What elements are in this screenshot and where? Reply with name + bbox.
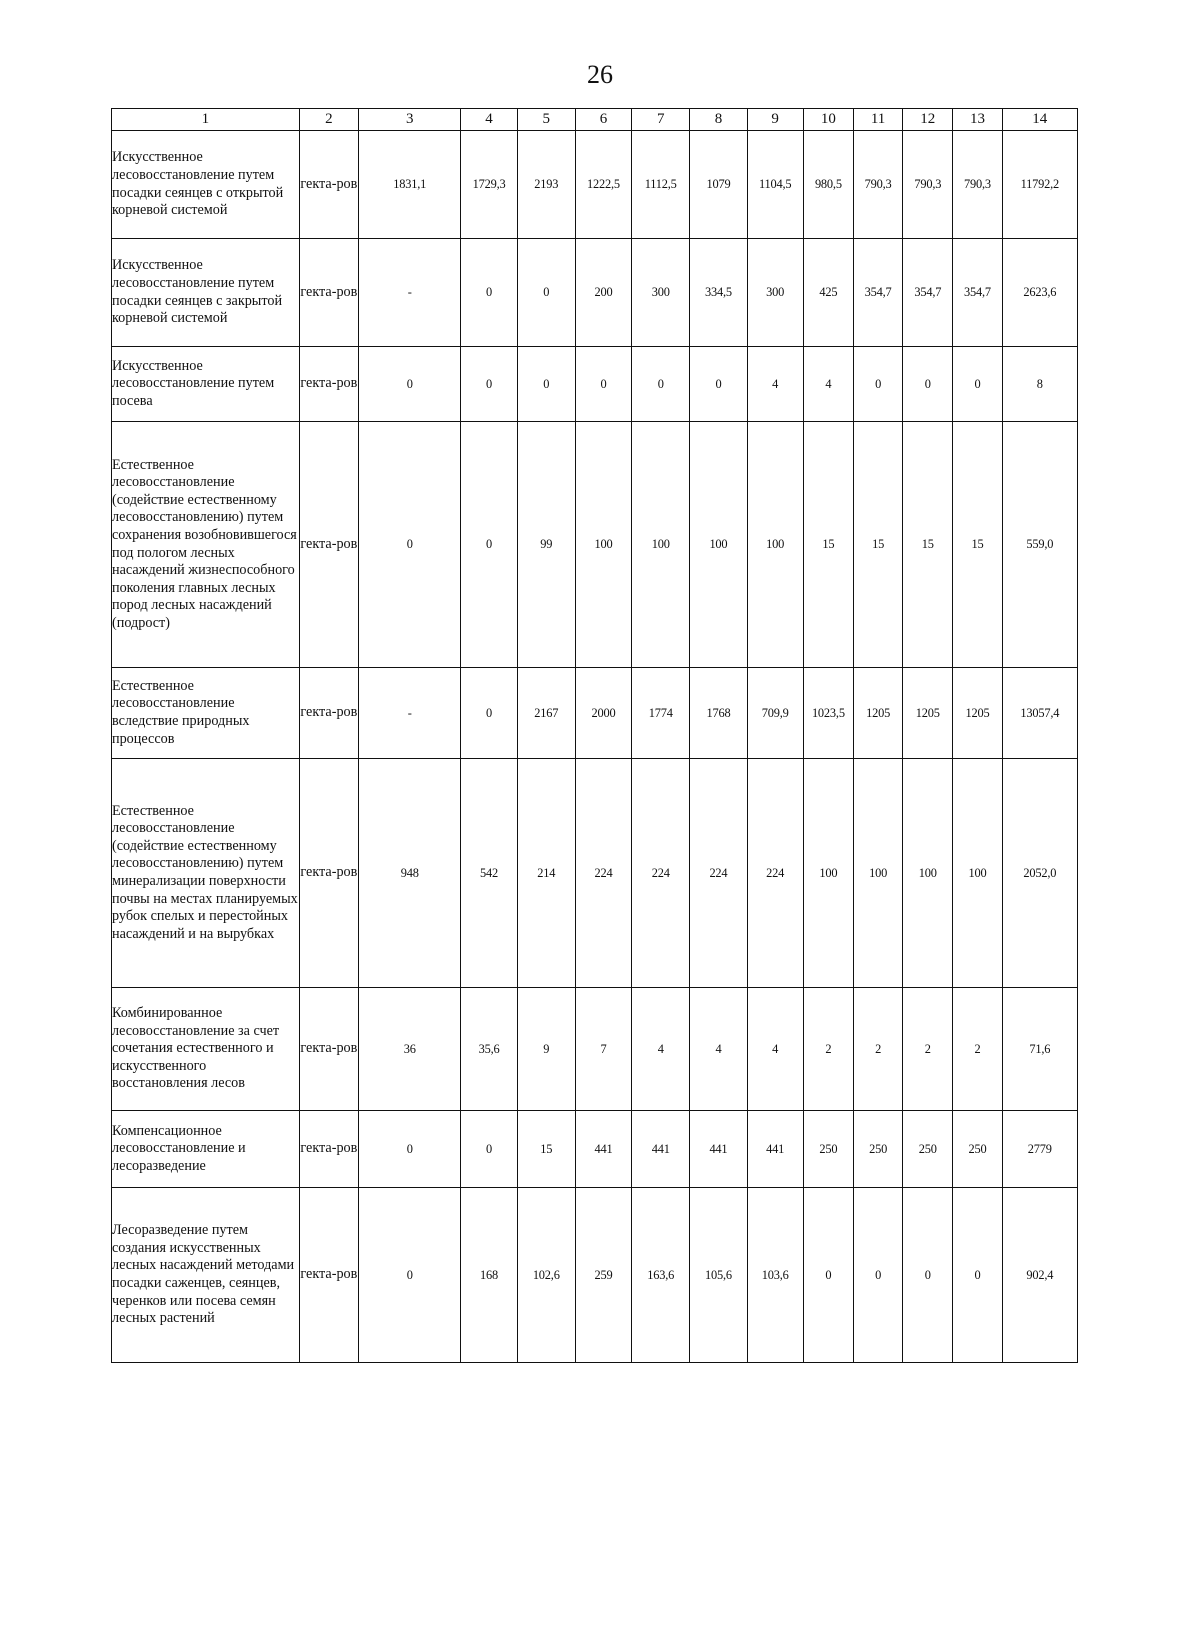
table-row: [112, 988, 1078, 1111]
value-cell: 1112,5: [632, 131, 690, 239]
value-cell: 2167: [517, 668, 575, 759]
table-row: [112, 239, 1078, 347]
value-cell: 425: [803, 239, 853, 347]
column-header: 2: [299, 109, 358, 131]
value-cell: 250: [853, 1111, 902, 1188]
value-cell: 354,7: [953, 239, 1002, 347]
value-cell: 0: [461, 1111, 517, 1188]
value-cell: 790,3: [903, 131, 953, 239]
value-cell: 15: [853, 422, 902, 668]
column-header: 12: [903, 109, 953, 131]
value-cell: 1774: [632, 668, 690, 759]
value-cell: 100: [853, 759, 902, 988]
value-cell: 2: [953, 988, 1002, 1111]
value-cell: 0: [517, 347, 575, 422]
value-cell: 100: [903, 759, 953, 988]
column-header: 11: [853, 109, 902, 131]
row-label: Лесоразведение путем создания искусственных лесных насаждений методами посадки саженцев, сеянцев, черенков или посева семян лесных растений: [112, 1188, 300, 1363]
value-cell: 441: [747, 1111, 803, 1188]
value-cell: 790,3: [853, 131, 902, 239]
value-cell: 709,9: [747, 668, 803, 759]
value-cell: 948: [359, 759, 461, 988]
value-cell: 0: [517, 239, 575, 347]
value-cell: 2623,6: [1002, 239, 1077, 347]
value-cell: 100: [747, 422, 803, 668]
value-cell: 1831,1: [359, 131, 461, 239]
value-cell: 1205: [903, 668, 953, 759]
value-cell: 0: [359, 1111, 461, 1188]
value-cell: 0: [461, 347, 517, 422]
value-cell: 4: [632, 988, 690, 1111]
value-cell: 7: [575, 988, 631, 1111]
header-row: [112, 109, 1078, 131]
value-cell: 2052,0: [1002, 759, 1077, 988]
value-cell: 1222,5: [575, 131, 631, 239]
table-row: [112, 759, 1078, 988]
value-cell: 0: [575, 347, 631, 422]
value-cell: 99: [517, 422, 575, 668]
value-cell: 2000: [575, 668, 631, 759]
value-cell: 15: [803, 422, 853, 668]
value-cell: 1729,3: [461, 131, 517, 239]
value-cell: 4: [747, 988, 803, 1111]
value-cell: 100: [575, 422, 631, 668]
value-cell: 0: [953, 347, 1002, 422]
value-cell: 4: [803, 347, 853, 422]
value-cell: 1205: [853, 668, 902, 759]
value-cell: 0: [461, 668, 517, 759]
row-label: Естественное лесовосстановление вследствие природных процессов: [112, 668, 300, 759]
unit-cell: гекта-ров: [299, 131, 358, 239]
row-label: Искусственное лесовосстановление путем посева: [112, 347, 300, 422]
value-cell: 250: [953, 1111, 1002, 1188]
table-row: [112, 347, 1078, 422]
value-cell: 441: [575, 1111, 631, 1188]
value-cell: 790,3: [953, 131, 1002, 239]
value-cell: 100: [632, 422, 690, 668]
value-cell: 300: [632, 239, 690, 347]
value-cell: 250: [903, 1111, 953, 1188]
value-cell: 0: [461, 239, 517, 347]
column-header: 4: [461, 109, 517, 131]
value-cell: 0: [632, 347, 690, 422]
value-cell: 4: [690, 988, 747, 1111]
value-cell: 250: [803, 1111, 853, 1188]
unit-cell: гекта-ров: [299, 239, 358, 347]
value-cell: 105,6: [690, 1188, 747, 1363]
value-cell: 259: [575, 1188, 631, 1363]
value-cell: 163,6: [632, 1188, 690, 1363]
data-table: [111, 108, 1078, 1363]
column-header: 7: [632, 109, 690, 131]
column-header: 10: [803, 109, 853, 131]
value-cell: 224: [575, 759, 631, 988]
value-cell: 0: [953, 1188, 1002, 1363]
value-cell: 0: [903, 347, 953, 422]
value-cell: 902,4: [1002, 1188, 1077, 1363]
value-cell: 11792,2: [1002, 131, 1077, 239]
value-cell: 0: [359, 1188, 461, 1363]
value-cell: 13057,4: [1002, 668, 1077, 759]
value-cell: 103,6: [747, 1188, 803, 1363]
unit-cell: гекта-ров: [299, 759, 358, 988]
unit-cell: гекта-ров: [299, 1188, 358, 1363]
value-cell: 214: [517, 759, 575, 988]
row-label: Комбинированное лесовосстановление за счет сочетания естественного и искусственного восстановления лесов: [112, 988, 300, 1111]
column-header: 13: [953, 109, 1002, 131]
value-cell: -: [359, 239, 461, 347]
value-cell: 542: [461, 759, 517, 988]
value-cell: 300: [747, 239, 803, 347]
value-cell: 980,5: [803, 131, 853, 239]
value-cell: 1768: [690, 668, 747, 759]
value-cell: 15: [903, 422, 953, 668]
value-cell: 200: [575, 239, 631, 347]
column-header: 3: [359, 109, 461, 131]
value-cell: 2193: [517, 131, 575, 239]
table-row: [112, 668, 1078, 759]
value-cell: 441: [690, 1111, 747, 1188]
value-cell: 35,6: [461, 988, 517, 1111]
table-row: [112, 1188, 1078, 1363]
value-cell: 102,6: [517, 1188, 575, 1363]
unit-cell: гекта-ров: [299, 347, 358, 422]
unit-cell: гекта-ров: [299, 422, 358, 668]
value-cell: 0: [853, 1188, 902, 1363]
row-label: Искусственное лесовосстановление путем посадки сеянцев с закрытой корневой системой: [112, 239, 300, 347]
row-label: Искусственное лесовосстановление путем посадки сеянцев с открытой корневой системой: [112, 131, 300, 239]
column-header: 14: [1002, 109, 1077, 131]
value-cell: 2: [903, 988, 953, 1111]
value-cell: 224: [632, 759, 690, 988]
value-cell: 354,7: [853, 239, 902, 347]
value-cell: 168: [461, 1188, 517, 1363]
value-cell: 71,6: [1002, 988, 1077, 1111]
value-cell: 100: [690, 422, 747, 668]
column-header: 1: [112, 109, 300, 131]
value-cell: 9: [517, 988, 575, 1111]
value-cell: 1023,5: [803, 668, 853, 759]
value-cell: 224: [690, 759, 747, 988]
value-cell: 2779: [1002, 1111, 1077, 1188]
value-cell: 0: [690, 347, 747, 422]
value-cell: 4: [747, 347, 803, 422]
column-header: 9: [747, 109, 803, 131]
value-cell: 559,0: [1002, 422, 1077, 668]
row-label: Естественное лесовосстановление (содействие естественному лесовосстановлению) путем минерализации поверхности почвы на местах планируемых рубок спелых и перестойных насаждений и на вырубках: [112, 759, 300, 988]
table-row: [112, 422, 1078, 668]
value-cell: 1079: [690, 131, 747, 239]
value-cell: 441: [632, 1111, 690, 1188]
column-header: 8: [690, 109, 747, 131]
value-cell: 1205: [953, 668, 1002, 759]
table-row: [112, 1111, 1078, 1188]
row-label: Естественное лесовосстановление (содействие естественному лесовосстановлению) путем сохранения возобновившегося под пологом лесных насаждений жизнеспособного поколения главных лесных пород лесных насаждений (подрост): [112, 422, 300, 668]
value-cell: 0: [359, 422, 461, 668]
value-cell: 2: [853, 988, 902, 1111]
value-cell: 36: [359, 988, 461, 1111]
unit-cell: гекта-ров: [299, 1111, 358, 1188]
value-cell: 15: [953, 422, 1002, 668]
value-cell: 100: [803, 759, 853, 988]
row-label: Компенсационное лесовосстановление и лесоразведение: [112, 1111, 300, 1188]
column-header: 5: [517, 109, 575, 131]
value-cell: 354,7: [903, 239, 953, 347]
value-cell: 1104,5: [747, 131, 803, 239]
unit-cell: гекта-ров: [299, 668, 358, 759]
value-cell: 334,5: [690, 239, 747, 347]
value-cell: 15: [517, 1111, 575, 1188]
unit-cell: гекта-ров: [299, 988, 358, 1111]
value-cell: -: [359, 668, 461, 759]
value-cell: 0: [461, 422, 517, 668]
value-cell: 8: [1002, 347, 1077, 422]
value-cell: 224: [747, 759, 803, 988]
value-cell: 100: [953, 759, 1002, 988]
table-row: [112, 131, 1078, 239]
page-number: 26: [587, 60, 613, 89]
value-cell: 2: [803, 988, 853, 1111]
value-cell: 0: [359, 347, 461, 422]
column-header: 6: [575, 109, 631, 131]
value-cell: 0: [903, 1188, 953, 1363]
value-cell: 0: [803, 1188, 853, 1363]
value-cell: 0: [853, 347, 902, 422]
